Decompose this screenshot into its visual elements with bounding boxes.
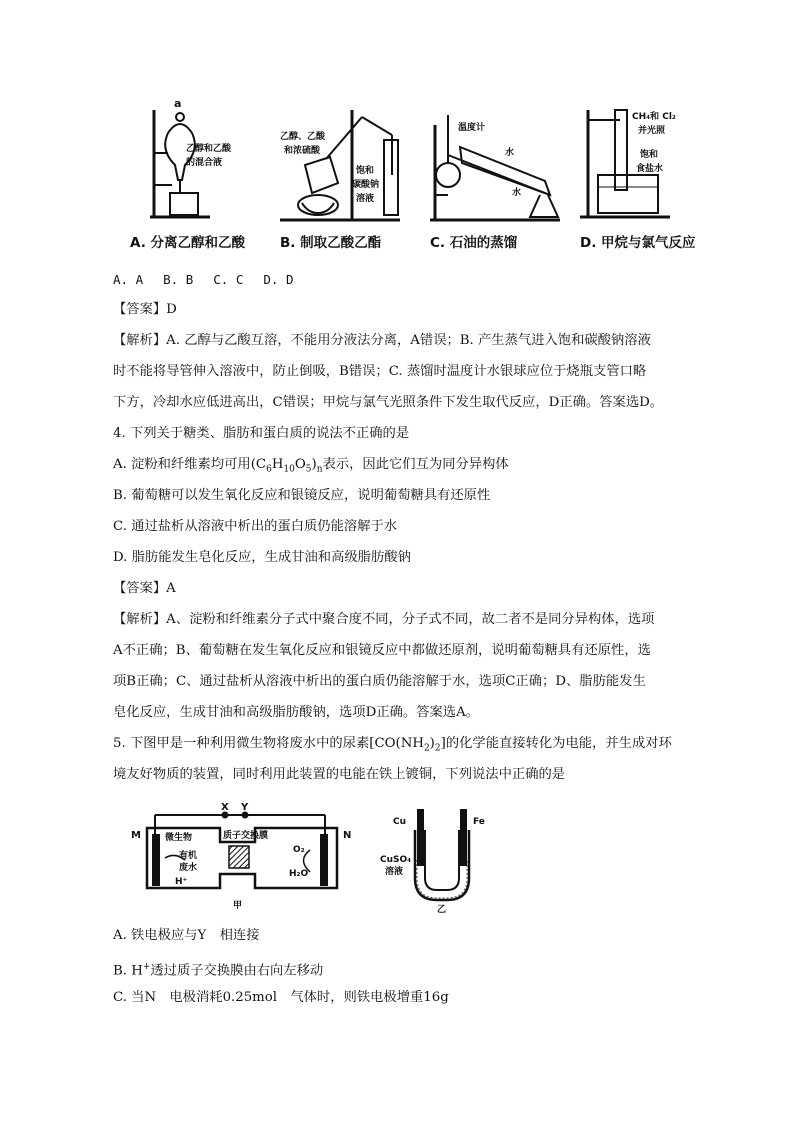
label-d-gas1: CH₄和 Cl₂ (632, 112, 676, 122)
label-d-gas2: 并光照 (638, 126, 666, 136)
q4-option-a-paren: ) (311, 457, 317, 472)
label-d-sat1: 饱和 (640, 150, 659, 160)
cell-label-x: X (221, 802, 229, 813)
label-b-reagent2: 和浓硫酸 (284, 146, 321, 156)
cell-label-microbe: 微生物 (165, 833, 193, 843)
q5-stem-line-2: 境友好物质的装置，同时利用此装置的电能在铁上镀铜，下列说法中正确的是 (113, 767, 566, 782)
caption-d: D. 甲烷与氯气反应 (580, 235, 696, 251)
q5-stem-part-b: ) (429, 736, 435, 751)
q3-analysis-line-3: 下方，冷却水应低进高出，C错误；甲烷与氯气光照条件下发生取代反应，D正确。答案选D。 (113, 395, 664, 410)
q4-option-a (113, 455, 509, 480)
label-c-water-top: 水 (505, 148, 515, 158)
q4-analysis-line-4: 皂化反应，生成甘油和高级脂肪酸钠，选项D正确。答案选A。 (113, 705, 479, 720)
cell-label-m: M (131, 830, 141, 841)
q5-stem-sub-2: 2 (434, 743, 441, 754)
q4-option-a-o: O (294, 457, 306, 472)
q4-option-a-post: 表示，因此它们互为同分异构体 (322, 457, 509, 472)
q4-option-c: C. 通过盐析从溶液中析出的蛋白质仍能溶解于水 (113, 519, 398, 534)
cell-label-cu: Cu (393, 817, 407, 827)
q4-option-a-sub2: 10 (283, 464, 295, 475)
q3-answer: 【答案】D (113, 302, 177, 317)
q4-option-b: B. 葡萄糖可以发生氧化反应和银镜反应，说明葡萄糖具有还原性 (113, 488, 491, 503)
q5-option-b-pre: B. H (113, 963, 143, 979)
q4-stem: 4. 下列关于糖类、脂肪和蛋白质的说法不正确的是 (113, 426, 410, 441)
q4-option-d: D. 脂肪能发生皂化反应，生成甘油和高级脂肪酸钠 (113, 550, 411, 565)
label-a-mix1: 乙醇和乙酸 (186, 144, 232, 154)
cell-label-h2o: H₂O (289, 869, 309, 879)
q4-answer: 【答案】A (113, 581, 176, 596)
q5-option-a: A. 铁电极应与Y 相连接 (113, 928, 260, 943)
q3-analysis-line-1: 【解析】A. 乙醇与乙酸互溶，不能用分液法分离，A错误；B. 产生蒸气进入饱和碳酸钠溶液 (113, 333, 651, 348)
q3-analysis-line-2: 时不能将导管伸入溶液中，防止倒吸，B错误；C. 蒸馏时温度计水银球应位于烧瓶支管口略 (113, 364, 647, 379)
q5-stem-line-1 (113, 734, 672, 759)
label-a-top: a (174, 97, 182, 110)
label-b-sat3: 溶液 (356, 194, 375, 204)
q3-options: A. A B. B C. C D. D (113, 272, 294, 287)
q4-analysis-line-1: 【解析】A、淀粉和纤维素分子式中聚合度不同，分子式不同，故二者不是同分异构体，选项 (113, 612, 655, 627)
q5-stem-sub-1: 2 (423, 743, 430, 754)
q5-option-b (113, 957, 323, 981)
apparatus-b (280, 110, 400, 220)
cell-label-organic1: 有机 (179, 851, 198, 861)
q5-option-b-post: 透过质子交换膜由右向左移动 (150, 963, 324, 979)
cell-label-y: Y (241, 802, 249, 813)
q4-analysis-line-2: A不正确；B、葡萄糖在发生氧化反应和银镜反应中都做还原剂，说明葡萄糖具有还原性，选 (113, 643, 651, 658)
label-b-sat2: 碳酸钠 (352, 180, 380, 190)
apparatus-c (430, 115, 560, 220)
label-a-mix2: 的混合液 (186, 158, 223, 168)
caption-c: C. 石油的蒸馏 (430, 235, 518, 251)
q5-stem-part-c: ]的化学能直接转化为电能，并生成对环 (440, 736, 672, 751)
cell-label-yi: 乙 (437, 905, 447, 915)
cell-label-organic2: 废水 (179, 863, 198, 873)
caption-a: A. 分离乙醇和乙酸 (130, 235, 246, 251)
q5-option-c: C. 当N 电极消耗0.25mol 气体时，则铁电极增重16g (113, 990, 449, 1005)
label-d-sat2: 食盐水 (636, 164, 664, 174)
cell-label-fe: Fe (473, 817, 485, 827)
cell-label-membrane: 质子交换膜 (223, 831, 269, 841)
cell-figure (125, 800, 505, 915)
q4-analysis-line-3: 项B正确；C、通过盐析从溶液中析出的蛋白质仍能溶解于水，选项C正确；D、脂肪能发生 (113, 674, 646, 689)
q4-option-a-sub1: 6 (266, 464, 272, 475)
cell-label-cuso4-1: CuSO₄ (380, 855, 412, 865)
q4-option-a-pre: A. 淀粉和纤维素均可用(C (113, 457, 267, 472)
cell-label-jia: 甲 (233, 901, 243, 911)
q4-option-a-sub4: n (316, 464, 323, 475)
label-c-thermo: 温度计 (458, 123, 486, 133)
q4-option-a-sub3: 5 (305, 464, 312, 475)
caption-b: B. 制取乙酸乙酯 (280, 235, 382, 251)
q4-option-a-h: H (271, 457, 284, 472)
q5-stem-part-a: 5. 下图甲是一种利用微生物将废水中的尿素[CO(NH (113, 736, 424, 751)
label-b-reagent1: 乙醇、乙酸 (280, 132, 326, 142)
q5-option-b-sup: + (142, 962, 151, 972)
cell-label-o2: O₂ (293, 845, 305, 855)
apparatus-figure (130, 95, 730, 260)
cell-label-hplus: H⁺ (175, 877, 188, 887)
label-b-sat1: 饱和 (356, 166, 375, 176)
label-c-water-bottom: 水 (512, 188, 522, 198)
cell-label-n: N (343, 830, 352, 841)
cell-label-cuso4-2: 溶液 (385, 867, 404, 877)
cell-yi (415, 810, 469, 900)
